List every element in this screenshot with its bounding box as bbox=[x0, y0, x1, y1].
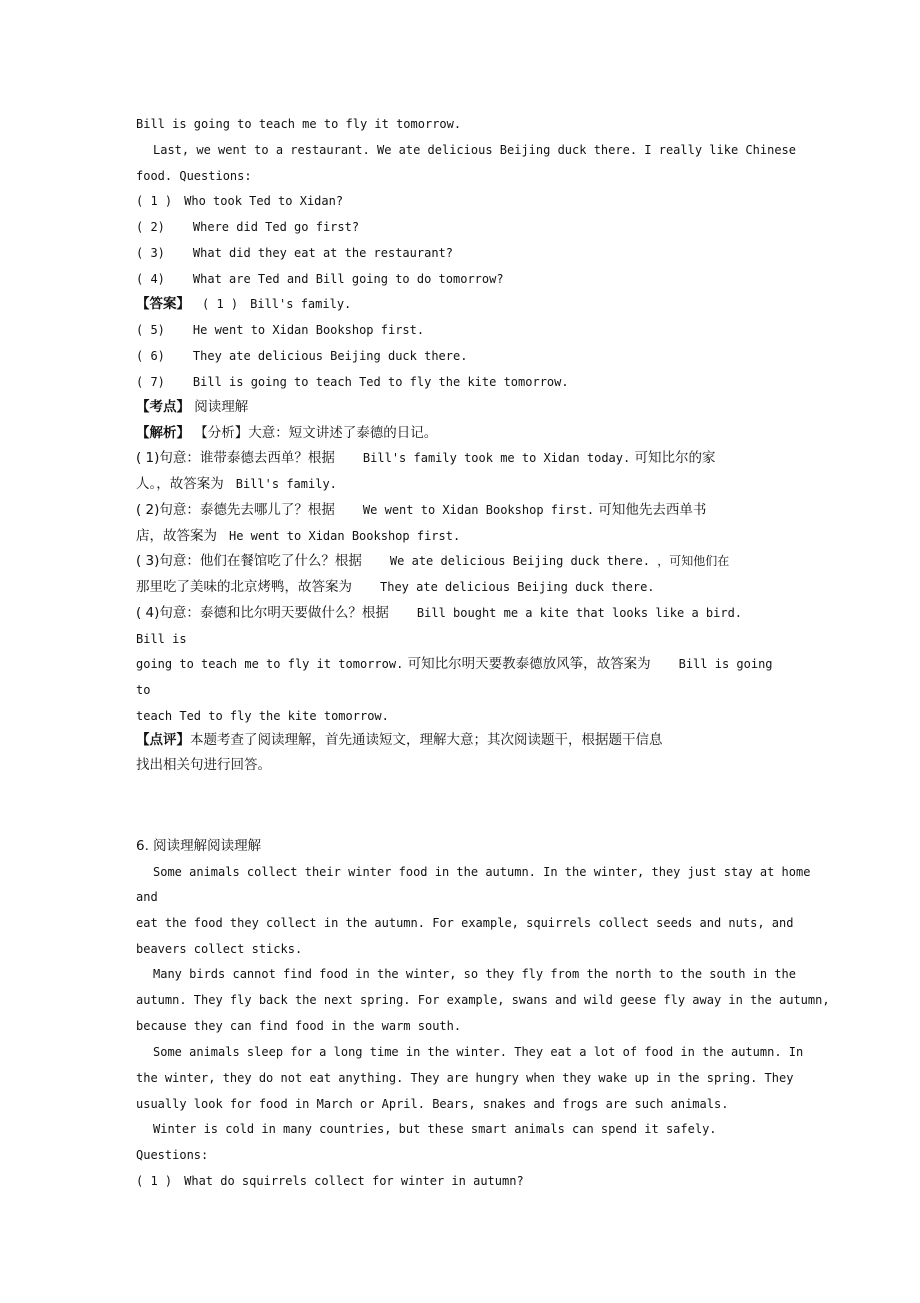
jiexi-text: 【分析】大意：短文讲述了泰德的日记。 bbox=[194, 425, 438, 441]
answer-text: They ate delicious Beijing duck there. bbox=[192, 349, 468, 363]
passage-line: beavers collect sticks. bbox=[136, 942, 303, 956]
answer-text: Bill is going to teach Ted to fly the kite tomorrow. bbox=[192, 375, 569, 389]
answer-number: ( 6) bbox=[136, 349, 165, 363]
question-number: ( 1 ) bbox=[136, 194, 173, 208]
dianping-tag: 【点评】 bbox=[136, 732, 190, 748]
question-number: ( 4) bbox=[136, 272, 165, 286]
explanation-text: ( 1)句意：谁带泰德去西单？根据 bbox=[136, 450, 335, 466]
explanation-4-line2: Bill is bbox=[136, 632, 187, 646]
passage-line: and bbox=[136, 890, 158, 904]
answer-tag: 【答案】 bbox=[136, 296, 190, 312]
quoted-sentence: We ate delicious Beijing duck there. ，可知他们在 bbox=[389, 554, 730, 568]
explanation-2-cont bbox=[136, 528, 800, 544]
passage-line: the winter, they do not eat anything. They are hungry when they wake up in the spring. They bbox=[136, 1071, 794, 1085]
explanation-3-cont bbox=[136, 579, 800, 595]
question-text: What are Ted and Bill going to do tomorrow? bbox=[192, 272, 504, 286]
question-number: ( 3) bbox=[136, 246, 165, 260]
answer-text: Bill's family. bbox=[250, 297, 352, 311]
passage-line: because they can find food in the warm south. bbox=[136, 1019, 462, 1033]
question-3 bbox=[136, 245, 800, 261]
passage-line: Last, we went to a restaurant. We ate delicious Beijing duck there. I really like Chinese bbox=[153, 143, 796, 157]
question-1 bbox=[136, 193, 800, 209]
section-title: 6. 阅读理解阅读理解 bbox=[136, 838, 262, 854]
jiexi-tag: 【解析】 bbox=[136, 425, 190, 441]
explanation-4-line4: to bbox=[136, 683, 151, 697]
explanation-1-cont bbox=[136, 476, 800, 492]
question-text: What did they eat at the restaurant? bbox=[192, 246, 453, 260]
passage-line: Bill is going to teach me to fly it tomorrow. bbox=[136, 117, 462, 131]
explanation-2 bbox=[136, 502, 800, 518]
question-4 bbox=[136, 271, 800, 287]
answer-6 bbox=[136, 348, 800, 364]
passage-line: usually look for food in March or April. Bears, snakes and frogs are such animals. bbox=[136, 1097, 729, 1111]
question-text: What do squirrels collect for winter in autumn? bbox=[184, 1174, 524, 1188]
explanation-text: 人。，故答案为 bbox=[136, 476, 224, 492]
passage-line: Winter is cold in many countries, but these smart animals can spend it safely. bbox=[153, 1122, 717, 1136]
answer-1 bbox=[136, 296, 800, 312]
explanation-text: ( 3)句意：他们在餐馆吃了什么？根据 bbox=[136, 553, 362, 569]
question-text: Who took Ted to Xidan? bbox=[184, 194, 344, 208]
passage-line: Many birds cannot find food in the winter, so they fly from the north to the south in the bbox=[153, 967, 796, 981]
passage-line: eat the food they collect in the autumn. For example, squirrels collect seeds and nuts, and bbox=[136, 916, 794, 930]
answer-7 bbox=[136, 374, 800, 390]
explanation-3 bbox=[136, 553, 800, 569]
explanation-4-line3 bbox=[136, 656, 800, 672]
explanation-text: 可知比尔明天要教泰德放风筝，故答案为 bbox=[407, 656, 651, 672]
quoted-answer: Bill's family. bbox=[235, 477, 337, 491]
answer-number: ( 7) bbox=[136, 375, 165, 389]
answer-number: ( 5) bbox=[136, 323, 165, 337]
answer-number: ( 1 ) bbox=[202, 297, 239, 311]
question-2 bbox=[136, 219, 800, 235]
explanation-text: ( 2)句意：泰德先去哪儿了？根据 bbox=[136, 502, 335, 518]
explanation-text: 可知他先去西单书 bbox=[598, 502, 707, 518]
passage-line: Some animals sleep for a long time in the winter. They eat a lot of food in the autumn. In bbox=[153, 1045, 804, 1059]
answer-text: He went to Xidan Bookshop first. bbox=[192, 323, 425, 337]
dianping-line bbox=[136, 732, 800, 748]
explanation-text: 店，故答案为 bbox=[136, 528, 217, 544]
kaodian-text: 阅读理解 bbox=[194, 399, 249, 415]
explanation-text: 可知比尔的家 bbox=[634, 450, 716, 466]
dianping-text: 本题考查了阅读理解，首先通读短文，理解大意；其次阅读题干，根据题干信息 bbox=[190, 732, 663, 748]
explanation-text: 那里吃了美味的北京烤鸭，故答案为 bbox=[136, 579, 352, 595]
quoted-answer: They ate delicious Beijing duck there. bbox=[380, 580, 655, 594]
answer-5 bbox=[136, 322, 800, 338]
passage-line: food. Questions: bbox=[136, 169, 252, 183]
quoted-sentence: Bill's family took me to Xidan today. bbox=[362, 451, 631, 465]
quoted-sentence: going to teach me to fly it tomorrow. bbox=[136, 657, 404, 671]
passage-line: Some animals collect their winter food in the autumn. In the winter, they just stay at home bbox=[153, 865, 811, 879]
explanation-1 bbox=[136, 450, 800, 466]
jiexi-line bbox=[136, 425, 800, 441]
explanation-4 bbox=[136, 605, 800, 621]
quoted-answer: He went to Xidan Bookshop first. bbox=[229, 529, 461, 543]
quoted-sentence: We went to Xidan Bookshop first. bbox=[362, 503, 595, 517]
questions-label: Questions: bbox=[136, 1148, 209, 1162]
kaodian-line bbox=[136, 399, 800, 415]
explanation-text: ( 4)句意：泰德和比尔明天要做什么？根据 bbox=[136, 605, 389, 621]
dianping-line-2: 找出相关句进行回答。 bbox=[136, 757, 271, 773]
kaodian-tag: 【考点】 bbox=[136, 399, 190, 415]
question-number: ( 1 ) bbox=[136, 1174, 173, 1188]
quoted-answer: Bill is going bbox=[678, 657, 773, 671]
explanation-4-line5: teach Ted to fly the kite tomorrow. bbox=[136, 709, 389, 723]
question-number: ( 2) bbox=[136, 220, 165, 234]
question-1 bbox=[136, 1173, 800, 1189]
question-text: Where did Ted go first? bbox=[192, 220, 360, 234]
passage-line: autumn. They fly back the next spring. For example, swans and wild geese fly away in the autumn, bbox=[136, 993, 830, 1007]
quoted-sentence: Bill bought me a kite that looks like a bird. bbox=[416, 606, 743, 620]
